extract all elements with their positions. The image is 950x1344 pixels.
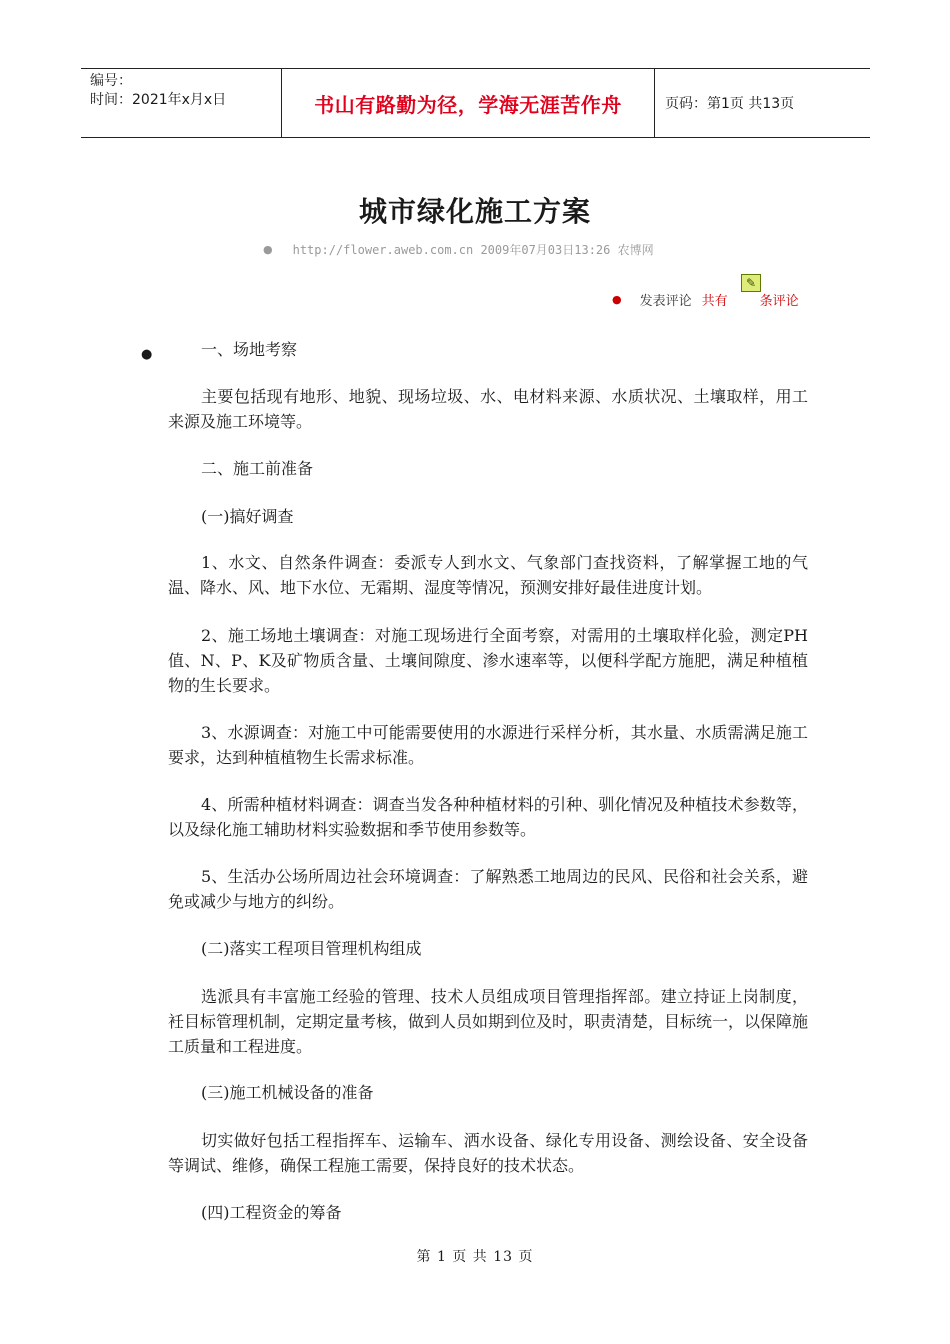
- page-footer: 第 1 页 共 13 页: [416, 1249, 534, 1265]
- list-bullet-icon: ●: [141, 347, 153, 362]
- paragraph: 4、所需种植材料调查：调查当发各种种植材料的引种、驯化情况及种植技术参数等，以及绿化施工辅助材料实验数据和季节使用参数等。: [168, 795, 808, 839]
- date-label: 时间：2021年x月x日: [90, 92, 227, 108]
- comment-icon[interactable]: ✎: [741, 274, 761, 292]
- section-heading-1: 一、场地考察: [201, 340, 298, 359]
- paragraph: 切实做好包括工程指挥车、运输车、洒水设备、绿化专用设备、测绘设备、安全设备等调试、维修，确保工程施工需要，保持良好的技术状态。: [168, 1131, 808, 1175]
- comment-count-prefix: 共有: [701, 294, 728, 309]
- page-title: 城市绿化施工方案: [358, 195, 591, 228]
- article-source: http://flower.aweb.com.cn 2009年07月03日13:26 农博网: [292, 243, 654, 257]
- paragraph: 3、水源调查：对施工中可能需要使用的水源进行采样分析，其水量、水质需满足施工要求，达到种植植物生长需求标准。: [168, 723, 808, 767]
- header-motto-cell: [282, 69, 655, 137]
- header-page-cell: [655, 69, 870, 137]
- document-header: [81, 68, 870, 138]
- subsection-heading: (二)落实工程项目管理机构组成: [201, 939, 422, 958]
- comment-count-link[interactable]: 条评论: [759, 294, 799, 309]
- paragraph: 选派具有丰富施工经验的管理、技术人员组成项目管理指挥部。建立持证上岗制度，衽目标管理机制，定期定量考核，做到人员如期到位及时，职责清楚，目标统一，以保障施工质量和工程进度。: [168, 987, 809, 1056]
- paragraph: 2、施工场地土壤调查：对施工现场进行全面考察，对需用的土壤取样化验，测定PH值、N、P、K及矿物质含量、土壤间隙度、渗水速率等，以便科学配方施肥，满足种植植物的生长要求。: [168, 626, 808, 695]
- page-number-label: 页码：第1页 共13页: [665, 96, 795, 112]
- bullet-icon: ●: [612, 293, 622, 306]
- subsection-heading: (一)搞好调查: [201, 507, 294, 526]
- header-info-cell: [81, 69, 282, 137]
- article-meta: [263, 241, 654, 258]
- subsection-heading: (三)施工机械设备的准备: [201, 1083, 374, 1102]
- comment-bar: [612, 290, 799, 309]
- paragraph: 主要包括现有地形、地貌、现场垃圾、水、电材料来源、水质状况、土壤取样，用工来源及施工环境等。: [168, 387, 808, 431]
- paragraph: 5、生活办公场所周边社会环境调查：了解熟悉工地周边的民风、民俗和社会关系，避免或减少与地方的纠纷。: [168, 867, 808, 911]
- serial-number-label: 编号：: [90, 73, 132, 89]
- paragraph: 1、水文、自然条件调查：委派专人到水文、气象部门查找资料，了解掌握工地的气温、降水、风、地下水位、无霜期、湿度等情况，预测安排好最佳进度计划。: [168, 553, 808, 597]
- motto-text: 书山有路勤为径，学海无涯苦作舟: [314, 92, 622, 117]
- post-comment-link[interactable]: 发表评论: [639, 294, 692, 309]
- bullet-icon: ●: [263, 243, 273, 256]
- section-heading-2: 二、施工前准备: [201, 459, 314, 478]
- subsection-heading: (四)工程资金的筹备: [201, 1203, 342, 1222]
